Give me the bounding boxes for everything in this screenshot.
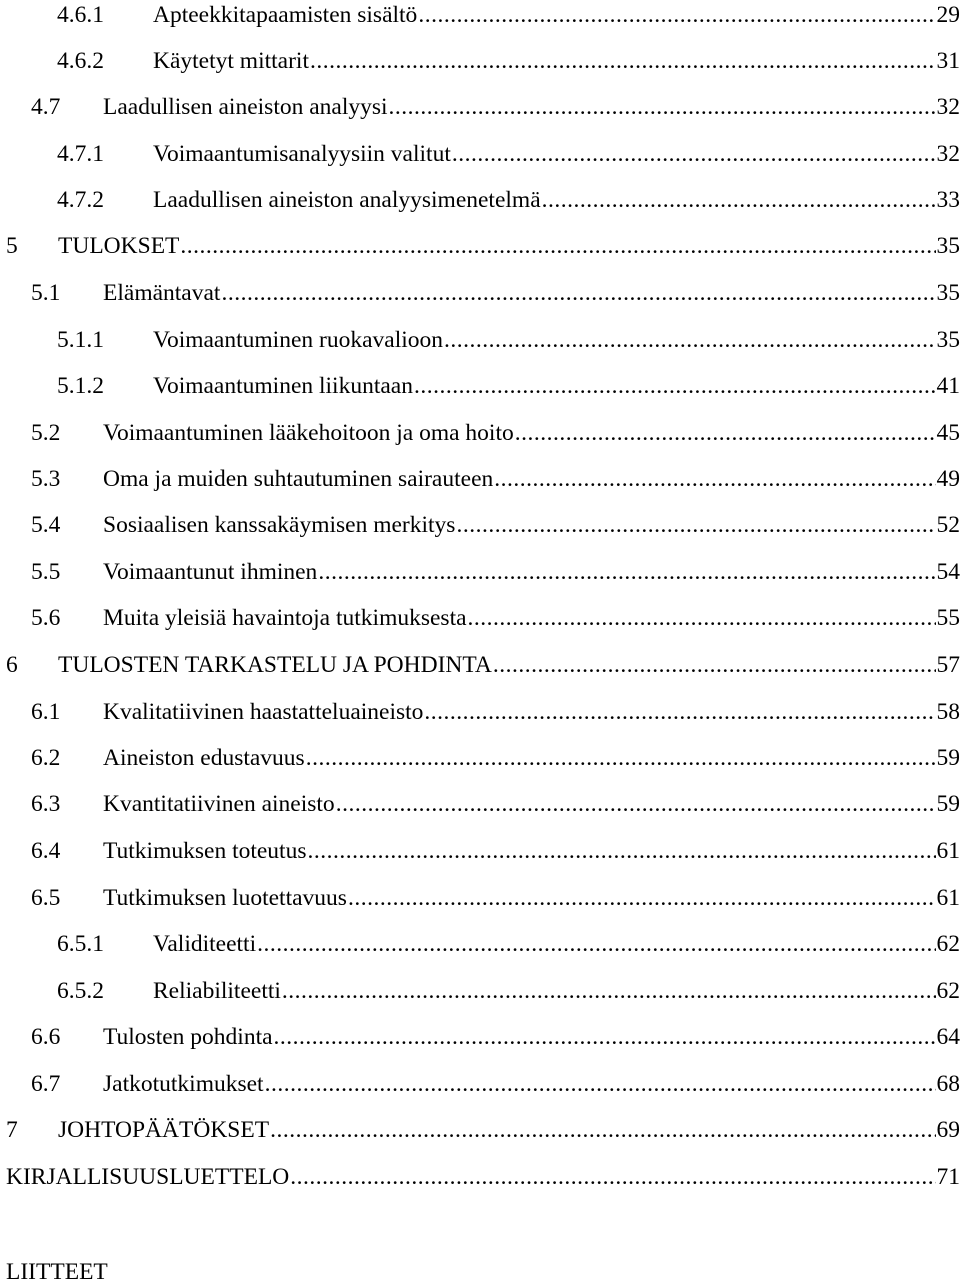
toc-entry-title: Voimaantuminen ruokavalioon [153,325,443,355]
toc-entry-title: Laadullisen aineiston analyysi [103,92,388,122]
toc-entry-4-7-1[interactable] [57,139,960,169]
toc-entry-page: 58 [937,697,960,727]
toc-entry-page: 59 [937,743,960,773]
toc-entry-4-6-1[interactable] [57,0,960,30]
toc-entry-number: 7 [6,1115,58,1145]
toc-entry-title: Kvalitatiivinen haastatteluaineisto [103,697,423,727]
toc-entry-title: TULOSTEN TARKASTELU JA POHDINTA [58,650,492,680]
toc-entry-4-6-2[interactable] [57,46,960,76]
dot-leader [515,418,936,448]
toc-entry-title: Voimaantunut ihminen [103,557,317,587]
toc-entry-bibliography[interactable] [6,1162,960,1192]
toc-entry-5-3[interactable] [31,464,960,494]
toc-entry-title: Voimaantuminen lääkehoitoon ja oma hoito [103,418,514,448]
toc-entry-number: 4.7.1 [57,139,153,169]
toc-entry-number: 6.7 [31,1069,103,1099]
dot-leader [307,836,935,866]
dot-leader [389,92,936,122]
toc-entry-6-3[interactable] [31,789,960,819]
dot-leader [468,603,936,633]
toc-entry-6-6[interactable] [31,1022,960,1052]
toc-entry-5-1-2[interactable] [57,371,960,401]
toc-entry-page: 33 [937,185,960,215]
toc-entry-title: TULOKSET [58,231,179,261]
toc-entry-page: 35 [937,325,960,355]
toc-entry-title: Voimaantuminen liikuntaan [153,371,413,401]
toc-entry-6-5-1[interactable] [57,929,960,959]
toc-entry-title: Sosiaalisen kanssakäymisen merkitys [103,510,455,540]
toc-entry-6-5-2[interactable] [57,976,960,1006]
dot-leader [180,231,935,261]
toc-entry-number: 5.5 [31,557,103,587]
toc-entry-number: 5.1.1 [57,325,153,355]
toc-entry-page: 31 [937,46,960,76]
toc-entry-page: 57 [937,650,960,680]
toc-entry-title: Tutkimuksen luotettavuus [103,883,347,913]
toc-entry-6-5[interactable] [31,883,960,913]
toc-entry-number: 4.7.2 [57,185,153,215]
dot-leader [414,371,936,401]
toc-entry-number: 4.6.2 [57,46,153,76]
toc-entry-6-4[interactable] [31,836,960,866]
toc-entry-number: 6.4 [31,836,103,866]
dot-leader [493,650,936,680]
toc-entry-number: 6 [6,650,58,680]
dot-leader [424,697,935,727]
toc-entry-page: 59 [937,789,960,819]
toc-entry-number: 4.7 [31,92,103,122]
toc-entry-number: 5.6 [31,603,103,633]
toc-entry-title: Muita yleisiä havaintoja tutkimuksesta [103,603,467,633]
toc-entry-page: 35 [937,231,960,261]
toc-entry-number: 6.5.1 [57,929,153,959]
toc-entry-title: Jatkotutkimukset [103,1069,264,1099]
dot-leader [318,557,935,587]
toc-entry-number: 5.1 [31,278,103,308]
appendix-heading: LIITTEET [6,1257,108,1287]
toc-entry-page: 45 [937,418,960,448]
dot-leader [452,139,936,169]
toc-entry-number: 5 [6,231,58,261]
toc-entry-number: 6.1 [31,697,103,727]
toc-entry-number: 5.1.2 [57,371,153,401]
toc-entry-6[interactable] [6,650,960,680]
dot-leader [310,46,936,76]
toc-entry-page: 61 [937,883,960,913]
dot-leader [274,1022,936,1052]
toc-entry-page: 49 [937,464,960,494]
toc-entry-title: Apteekkitapaamisten sisältö [153,0,417,30]
toc-entry-title: Oma ja muiden suhtautuminen sairauteen [103,464,493,494]
toc-entry-page: 32 [937,139,960,169]
toc-entry-title: Kvantitatiivinen aineisto [103,789,335,819]
dot-leader [282,976,936,1006]
toc-entry-title: Käytetyt mittarit [153,46,309,76]
toc-entry-title: Validiteetti [153,929,256,959]
toc-entry-number: 5.4 [31,510,103,540]
toc-entry-page: 32 [937,92,960,122]
toc-entry-page: 71 [937,1162,960,1192]
toc-entry-title: Elämäntavat [103,278,220,308]
toc-entry-number: 6.2 [31,743,103,773]
toc-entry-number: 5.2 [31,418,103,448]
toc-entry-title: Laadullisen aineiston analyysimenetelmä [153,185,541,215]
toc-entry-page: 62 [937,976,960,1006]
dot-leader [444,325,936,355]
dot-leader [270,1115,935,1145]
toc-entry-page: 69 [937,1115,960,1145]
toc-entry-title: Aineiston edustavuus [103,743,305,773]
toc-entry-5-2[interactable] [31,418,960,448]
toc-entry-page: 54 [937,557,960,587]
dot-leader [348,883,936,913]
toc-entry-5-5[interactable] [31,557,960,587]
dot-leader [257,929,935,959]
toc-entry-6-7[interactable] [31,1069,960,1099]
dot-leader [494,464,935,494]
toc-entry-page: 61 [937,836,960,866]
toc-entry-page: 35 [937,278,960,308]
toc-entry-4-7-2[interactable] [57,185,960,215]
dot-leader [265,1069,936,1099]
toc-entry-title: JOHTOPÄÄTÖKSET [58,1115,269,1145]
toc-entry-7[interactable] [6,1115,960,1145]
toc-entry-title: Voimaantumisanalyysiin valitut [153,139,451,169]
toc-entry-5-6[interactable] [31,603,960,633]
toc-entry-5-1[interactable] [31,278,960,308]
toc-entry-page: 64 [937,1022,960,1052]
toc-entry-4-7[interactable] [31,92,960,122]
toc-entry-number: 4.6.1 [57,0,153,30]
toc-entry-page: 29 [937,0,960,30]
toc-entry-page: 62 [937,929,960,959]
toc-entry-number: 6.3 [31,789,103,819]
toc-entry-5-4[interactable] [31,510,960,540]
dot-leader [221,278,935,308]
dot-leader [306,743,936,773]
toc-entry-page: 68 [937,1069,960,1099]
toc-entry-6-1[interactable] [31,697,960,727]
toc-entry-number: 6.6 [31,1022,103,1052]
toc-entry-page: 55 [937,603,960,633]
toc-entry-number: 6.5.2 [57,976,153,1006]
dot-leader [542,185,936,215]
toc-entry-number: 6.5 [31,883,103,913]
toc-entry-5-1-1[interactable] [57,325,960,355]
toc-entry-title: Reliabiliteetti [153,976,281,1006]
toc-entry-title: Tulosten pohdinta [103,1022,273,1052]
toc-entry-number: 5.3 [31,464,103,494]
toc-entry-6-2[interactable] [31,743,960,773]
dot-leader [290,1162,935,1192]
toc-entry-title: Tutkimuksen toteutus [103,836,306,866]
toc-entry-5[interactable] [6,231,960,261]
dot-leader [418,0,935,30]
toc-entry-title: KIRJALLISUUSLUETTELO [6,1162,289,1192]
toc-entry-page: 41 [937,371,960,401]
dot-leader [336,789,936,819]
dot-leader [456,510,935,540]
toc-entry-page: 52 [937,510,960,540]
